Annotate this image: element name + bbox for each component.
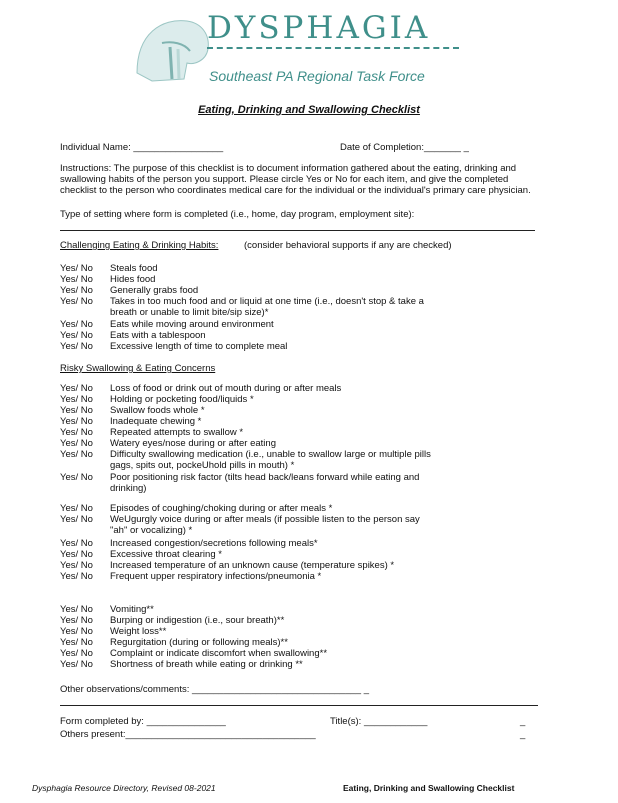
risk-item-1: Loss of food or drink out of mouth during or after meals <box>110 383 342 394</box>
completed-by-field[interactable]: Form completed by: _______________ <box>60 716 226 727</box>
risk-yes-no-8[interactable]: Yes/ No <box>60 472 93 483</box>
risk-yes-no-3[interactable]: Yes/ No <box>60 405 93 416</box>
section-challenging-note: (consider behavioral supports if any are checked) <box>244 240 452 251</box>
habit-item-3: Generally grabs food <box>110 285 199 296</box>
habit-item-4: Takes in too much food and or liquid at one time (i.e., doesn't stop & take a <box>110 296 424 307</box>
risk-item-4: Inadequate chewing * <box>110 416 202 427</box>
risk-yes-no-2[interactable]: Yes/ No <box>60 394 93 405</box>
others-present-end: _ <box>520 729 526 740</box>
risk-item-13: Increased temperature of an unknown cause (temperature spikes) * <box>110 560 395 571</box>
date-of-completion-field[interactable]: Date of Completion:_______ _ <box>340 142 469 153</box>
gi-yes-no-6[interactable]: Yes/ No <box>60 659 93 670</box>
habit-item-4-cont: breath or unable to limit bite/sip size)* <box>110 307 269 318</box>
risk-yes-no-9[interactable]: Yes/ No <box>60 503 93 514</box>
section-challenging-title: Challenging Eating & Drinking Habits: <box>60 240 219 251</box>
comments-field[interactable]: Other observations/comments: ________________________________ _ <box>60 684 369 695</box>
habit-item-1: Steals food <box>110 263 158 274</box>
habit-yes-no-2[interactable]: Yes/ No <box>60 274 93 285</box>
gi-item-5: Complaint or indicate discomfort when swallowing** <box>110 648 328 659</box>
logo-divider <box>207 47 459 49</box>
habit-yes-no-6[interactable]: Yes/ No <box>60 330 93 341</box>
risk-item-7: Difficulty swallowing medication (i.e., unable to swallow large or multiple pills <box>110 449 431 460</box>
gi-yes-no-1[interactable]: Yes/ No <box>60 604 93 615</box>
risk-yes-no-12[interactable]: Yes/ No <box>60 549 93 560</box>
habit-yes-no-4[interactable]: Yes/ No <box>60 296 93 307</box>
habit-item-6: Eats with a tablespoon <box>110 330 206 341</box>
instructions-line-3: checklist to the person who coordinates medical care for the individual or the individual's primary care physician. <box>60 185 531 196</box>
risk-item-12: Excessive throat clearing * <box>110 549 222 560</box>
gi-yes-no-4[interactable]: Yes/ No <box>60 637 93 648</box>
habit-yes-no-1[interactable]: Yes/ No <box>60 263 93 274</box>
throat-anatomy-logo-icon <box>132 13 212 83</box>
others-present-field[interactable]: Others present:____________________________________ <box>60 729 316 740</box>
risk-yes-no-1[interactable]: Yes/ No <box>60 383 93 394</box>
gi-item-6: Shortness of breath while eating or drinking ** <box>110 659 303 670</box>
risk-yes-no-13[interactable]: Yes/ No <box>60 560 93 571</box>
gi-item-2: Burping or indigestion (i.e., sour breath)** <box>110 615 285 626</box>
habit-item-2: Hides food <box>110 274 156 285</box>
risk-yes-no-5[interactable]: Yes/ No <box>60 427 93 438</box>
logo-subtitle: Southeast PA Regional Task Force <box>209 68 425 84</box>
risk-item-9: Episodes of coughing/choking during or after meals * <box>110 503 333 514</box>
risk-item-2: Holding or pocketing food/liquids * <box>110 394 254 405</box>
setting-input-line[interactable] <box>60 230 535 231</box>
instructions-line-1: Instructions: The purpose of this checklist is to document information gathered about the eating, drinking and <box>60 163 517 174</box>
instructions-line-2: swallowing habits of the person you support. Please circle Yes or No for each item, and give the completed <box>60 174 509 185</box>
section-risky-title: Risky Swallowing & Eating Concerns <box>60 363 216 374</box>
gi-item-1: Vomiting** <box>110 604 154 615</box>
habit-yes-no-3[interactable]: Yes/ No <box>60 285 93 296</box>
risk-item-8-cont: drinking) <box>110 483 147 494</box>
titles-field-end: _ <box>520 716 526 727</box>
titles-field[interactable]: Title(s): ____________ <box>330 716 428 727</box>
setting-label: Type of setting where form is completed (i.e., home, day program, employment site): <box>60 209 415 220</box>
habit-yes-no-7[interactable]: Yes/ No <box>60 341 93 352</box>
risk-yes-no-10[interactable]: Yes/ No <box>60 514 93 525</box>
habit-yes-no-5[interactable]: Yes/ No <box>60 319 93 330</box>
habit-item-7: Excessive length of time to complete meal <box>110 341 288 352</box>
footer-source: Dysphagia Resource Directory, Revised 08-2021 <box>32 783 216 793</box>
risk-item-14: Frequent upper respiratory infections/pneumonia * <box>110 571 322 582</box>
risk-yes-no-11[interactable]: Yes/ No <box>60 538 93 549</box>
gi-yes-no-2[interactable]: Yes/ No <box>60 615 93 626</box>
risk-item-7-cont: gags, spits out, pockeUhold pills in mouth) * <box>110 460 295 471</box>
risk-item-3: Swallow foods whole * <box>110 405 205 416</box>
risk-yes-no-4[interactable]: Yes/ No <box>60 416 93 427</box>
risk-item-10-cont: "ah" or vocalizing) * <box>110 525 193 536</box>
risk-item-8: Poor positioning risk factor (tilts head back/leans forward while eating and <box>110 472 420 483</box>
comments-line-2[interactable] <box>60 705 538 706</box>
gi-yes-no-5[interactable]: Yes/ No <box>60 648 93 659</box>
risk-item-6: Watery eyes/nose during or after eating <box>110 438 276 449</box>
form-title: Eating, Drinking and Swallowing Checklist <box>198 104 420 116</box>
risk-item-10: WeUgurgly voice during or after meals (if possible listen to the person say <box>110 514 420 525</box>
risk-yes-no-7[interactable]: Yes/ No <box>60 449 93 460</box>
risk-item-11: Increased congestion/secretions following meals* <box>110 538 318 549</box>
risk-yes-no-6[interactable]: Yes/ No <box>60 438 93 449</box>
logo-title: DYSPHAGIA <box>207 10 431 46</box>
gi-item-3: Weight loss** <box>110 626 167 637</box>
habit-item-5: Eats while moving around environment <box>110 319 274 330</box>
gi-item-4: Regurgitation (during or following meals)** <box>110 637 288 648</box>
footer-form-name: Eating, Drinking and Swallowing Checklist <box>343 783 515 793</box>
gi-yes-no-3[interactable]: Yes/ No <box>60 626 93 637</box>
risk-yes-no-14[interactable]: Yes/ No <box>60 571 93 582</box>
risk-item-5: Repeated attempts to swallow * <box>110 427 244 438</box>
individual-name-field[interactable]: Individual Name: _________________ <box>60 142 224 153</box>
